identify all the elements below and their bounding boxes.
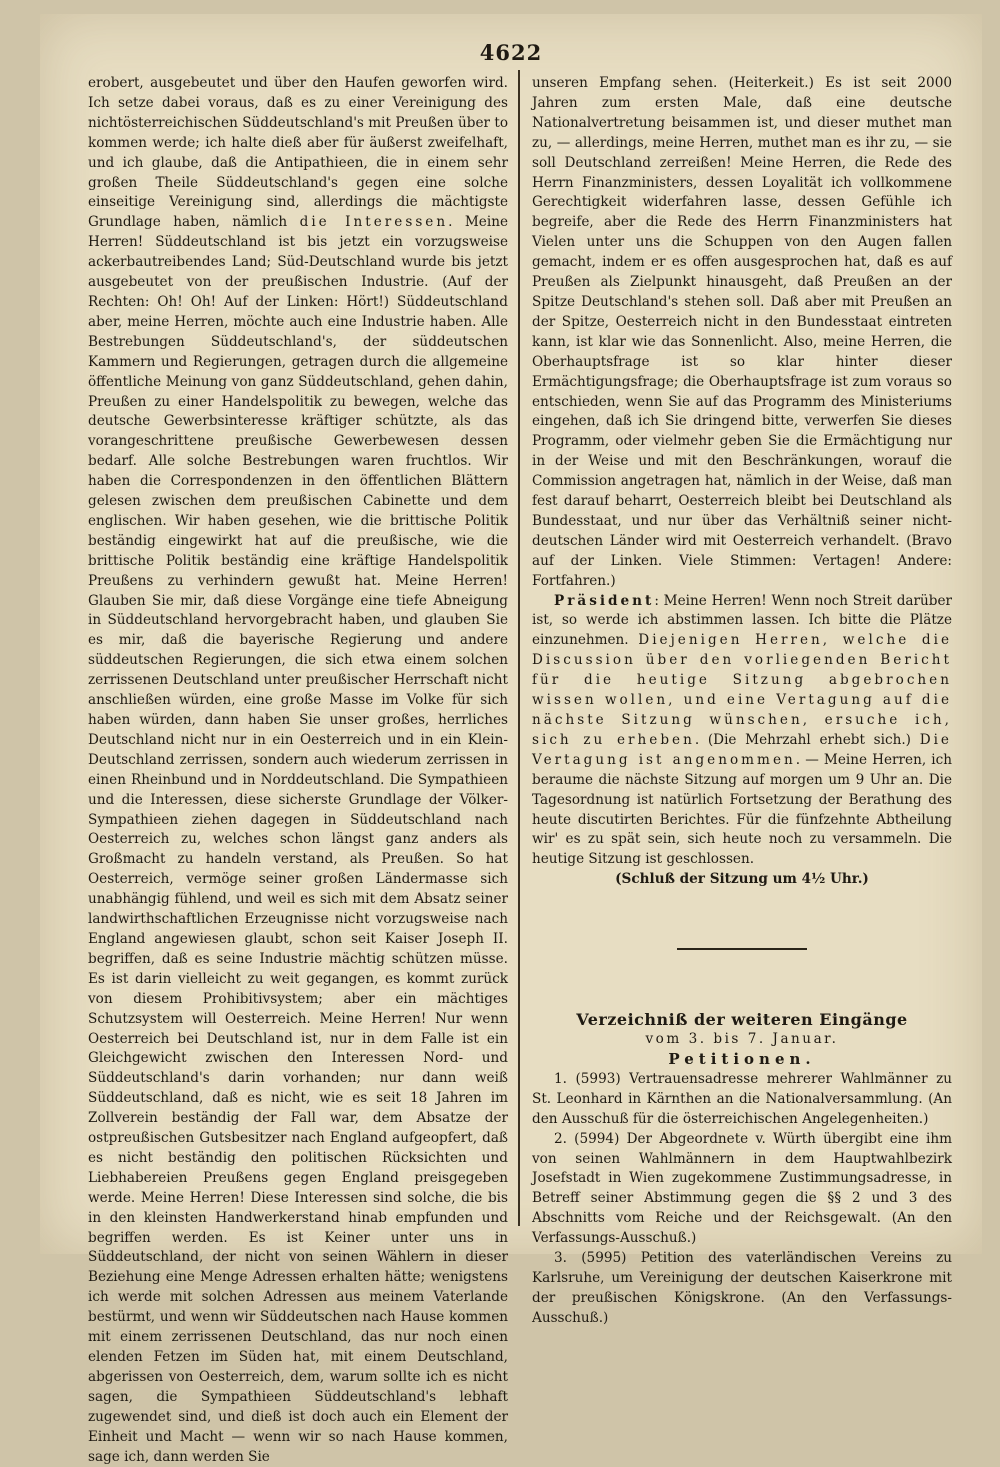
- left-column: [88, 74, 508, 1467]
- text-run: . Meine Herren! Süddeutschland ist bis jetzt ein vorzugsweise ackerbautreibendes Land; Süd-Deutschland wurde bis jetzt ausgebeutet von der preußischen Industrie. (Auf der Rechten: Oh! Oh! Auf der Linken: Hört!) Süddeutschland aber, meine Herren, möchte auch eine Industrie haben. Alle Bestrebungen Süddeutschland's, der süddeutschen Kammern und Regierungen, getragen durch die allgemeine öffentliche Meinung von ganz Süddeutschland, gehen dahin, Preußen zu einer Handelspolitik zu bewegen, welche das deutsche Gewerbsinteresse kräftiger schützte, als das vorangeschrittene preußische Gewerbewesen dessen bedarf. Alle solche Bestrebungen waren fruchtlos. Wir haben die Correspondenzen in den öffentlichen Blättern gelesen zwischen dem preußischen Cabinette und dem englischen. Wir haben gesehen, wie die brittische Politik beständig eingewirkt hat auf die preußische, wie die brittische Politik beständig eine kräftige Handelspolitik Preußens zu verhindern gewußt hat. Meine Herren! Glauben Sie mir, daß diese Vorgänge eine tiefe Abneigung in Süddeutschland hervorgebracht haben, und glauben Sie es mir, daß die bayerische Regierung und andere süddeutschen Regierungen, die sich etwa einem solchen zerrissenen Deutschland unter preußischer Herrschaft nicht anschließen würden, eine große Masse im Volke für sich haben würden, dann haben Sie unser großes, herrliches Deutschland nicht nur in ein Oesterreich und in ein Klein-Deutschland zerrissen, sondern auch wiederum zerrissen in einen Rheinbund und in Norddeutschland. Die Sympathieen und die Interessen, diese sicherste Grundlage der Völker-Sympathieen ziehen dagegen in Süddeutschland nach Oesterreich zu, welches schon längst ganz anders als Großmacht zu handeln verstand, als Preußen. So hat Oesterreich, vermöge seiner großen Ländermasse sich unabhängig fühlend, und weil es sich mit dem Absatz seiner landwirthschaftlichen Erzeugnisse nicht vorzugsweise nach England angewiesen glaubt, schon seit Kaiser Joseph II. begriffen, daß es seine Industrie mächtig schützen müsse. Es ist darin vielleicht zu weit gegangen, es kommt zurück von diesem Prohibitivsystem; aber ein mächtiges Schutzsystem will Oesterreich. Meine Herren! Nur wenn Oesterreich bei Deutschland ist, nur in dem Falle ist ein Gleichgewicht zwischen den Interessen Nord- und Süddeutschland's darin vorhanden; nur dann weiß Süddeutschland, daß es nicht, wie es seit 18 Jahren im Zollverein beständig der Fall war, dem Absatze der ostpreußischen Gutsbesitzer nach England aufgeopfert, daß es nicht beständig den politischen Rücksichten und Liebhabereien Preußens gegen England preisgegeben werde. Meine Herren! Diese Interessen sind solche, die bis in den kleinsten Handwerkerstand hinab empfunden und begriffen werden. Es ist Keiner unter uns in Süddeutschland, der nicht von seinen Wählern in dieser Beziehung eine Menge Adressen erhalten hätte; wenigstens ich werde mit solchen Adressen aus meinem Vaterlande bestürmt, und wenn wir Süddeutschen nach Hause kommen mit einem zerrissenen Deutschland, das nur noch einen elenden Fetzen im Süden hat, mit einem Deutschland, abgerissen von Oesterreich, dem, warum sollte ich es nicht sagen, die Sympathieen Süddeutschland's lebhaft zugewendet sind, und dieß ist doch auch ein Element der Einheit und Macht — wenn wir so nach Hause kommen, sage ich, dann werden Sie: [88, 214, 508, 1465]
- speech-paragraph: [532, 74, 952, 592]
- section-subtitle: vom 3. bis 7. Januar.: [645, 1031, 839, 1048]
- text-run: : Meine Herren! Wenn noch Streit darüber ist, so werde ich abstimmen lassen. Ich bitte die Plätze einzunehmen.: [532, 592, 952, 649]
- petition-entry: 1. (5993) Vertrauensadresse mehrerer Wahlmänner zu St. Leonhard in Kärnthen an die Nationalversammlung. (An den Ausschuß für die österreichischen Angelegenheiten.): [532, 1070, 952, 1127]
- petition-entry: 3. (5995) Petition des vaterländischen Vereins zu Karlsruhe, um Vereinigung der deutschen Kaiserkrone mit der preußischen Königskrone. (An den Verfassungs-Ausschuß.): [532, 1250, 952, 1326]
- text-run: . (Die Mehrzahl erhebt sich.): [694, 731, 920, 748]
- text-run: erobert, ausgebeutet und über den Haufen geworfen wird. Ich setze dabei voraus, daß es zu einer Vereinigung des nichtösterreichischen Süddeutschland's mit Preußen über to kommen werde; ich halte dieß aber für äußerst zweifelhaft, und ich glaube, daß die Antipathieen, die in einem sehr großen Theile Süddeutschland's gegen eine solche einseitige Vereinigung sind, allerdings die mächtigste Grundlage haben, nämlich: [88, 75, 508, 231]
- section-separator: [677, 948, 807, 950]
- newspaper-page: [40, 14, 982, 1465]
- text-run: unseren Empfang sehen. (Heiterkeit.) Es ist seit 2000 Jahren zum ersten Male, daß eine deutsche Nationalvertretung beisammen ist, und dieser muthet man zu, — allerdings, meine Herren, muthet man es ihr zu, — sie soll Deutschland zerreißen! Meine Herren, die Rede des Herrn Finanzministers, dessen Loyalität ich vollkommene Gerechtigkeit widerfahren lasse, dessen Gefühle ich begreife, aber die Rede des Herrn Finanzministers hat Vielen unter uns die Schuppen von den Augen fallen gemacht, indem er es offen ausgesprochen hat, daß es auf Preußen als Zielpunkt hinausgeht, daß Preußen an der Spitze Deutschland's stehen soll. Daß aber mit Preußen an der Spitze, Oesterreich nicht in den Bundesstaat eintreten kann, ist klar wie das Sonnenlicht. Also, meine Herren, die Oberhauptsfrage ist so klar hinter dieser Ermächtigungsfrage; die Oberhauptsfrage ist zum voraus so entschieden, wenn Sie auf das Programm des Ministeriums eingehen, daß ich Sie dringend bitte, verwerfen Sie dieses Programm, oder vielmehr geben Sie die Ermächtigung nur in der Weise und mit den Beschränkungen, worauf die Commission angetragen hat, nämlich in der Weise, daß man fest darauf beharrt, Oesterreich bleibt bei Deutschland als Bundesstaat, und nur über das Verhältniß seiner nicht-deutschen Länder wird mit Oesterreich verhandelt. (Bravo auf der Linken. Viele Stimmen: Vertagen! Andere: Fortfahren.): [532, 75, 952, 589]
- speech-paragraph: [88, 74, 508, 1467]
- emphasized-text: Präsident: [554, 592, 655, 609]
- right-column: [532, 74, 952, 1329]
- session-closing: (Schluß der Sitzung um 4½ Uhr.): [615, 871, 869, 888]
- petitions-heading: Petitionen.: [668, 1049, 816, 1068]
- page-number: 4622: [479, 40, 543, 65]
- column-divider: [518, 70, 520, 1226]
- emphasized-text: Diejenigen Herren, welche die Discussion über den vorliegenden Bericht für die heutige Sitzung abgebrochen wissen wollen, und eine Vertagung auf die nächste Sitzung wünschen, ersuche ich, sich zu erheben: [532, 632, 952, 748]
- emphasized-text: Die Vertagung ist angenommen: [532, 731, 952, 768]
- text-run: . — Meine Herren, ich beraume die nächste Sitzung auf morgen um 9 Uhr an. Die Tagesordnung ist natürlich Fortsetzung der Berathung des heute discutirten Berichtes. Für die fünfzehnte Abtheilung wir' es zu spät sein, sich heute noch zu versammeln. Die heutige Sitzung ist geschlossen.: [532, 751, 952, 868]
- petition-entry: 2. (5994) Der Abgeordnete v. Würth übergibt eine ihm von seinen Wahlmännern in dem Hauptwahlbezirk Josefstadt in Wien zugekommene Zustimmungsadresse, in Betreff seiner Abstimmung gegen die §§ 2 und 3 des Abschnitts vom Reiche und der Reichsgewalt. (An den Verfassungs-Ausschuß.): [532, 1130, 952, 1247]
- president-paragraph: [532, 592, 952, 871]
- emphasized-text: die Interessen: [299, 214, 449, 231]
- section-title: Verzeichniß der weiteren Eingänge: [576, 1010, 908, 1030]
